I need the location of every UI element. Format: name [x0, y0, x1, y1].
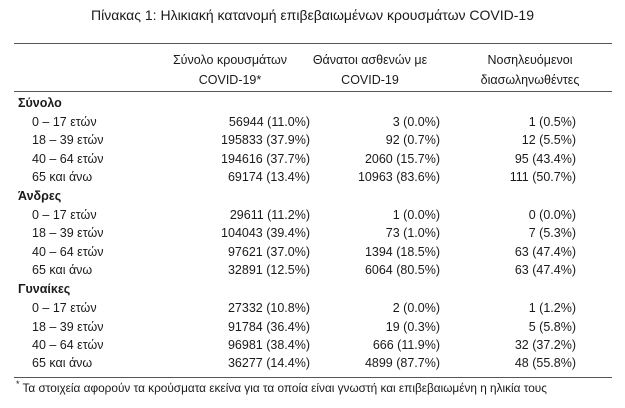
cases-cell: 29611 (11.2%) — [229, 208, 310, 223]
age-cell: 40 – 64 ετών — [32, 151, 104, 166]
deaths-cell: 3 (0.0%) — [392, 115, 440, 129]
table-row — [14, 336, 612, 354]
top-rule — [14, 43, 612, 44]
cases-cell: 91784 (36.4%) — [227, 319, 310, 334]
table-row — [14, 243, 612, 261]
deaths-cell: 6064 (80.5%) — [364, 263, 440, 278]
header-deaths-line2: COVID-19 — [341, 73, 399, 87]
icu-cell: 63 (47.4%) — [514, 263, 576, 278]
group-row — [14, 186, 612, 206]
cases-cell: 56944 (11.0%) — [228, 115, 310, 129]
group-label: Γυναίκες — [18, 282, 71, 297]
deaths-cell: 2060 (15.7%) — [364, 151, 440, 166]
deaths-cell: 666 (11.9%) — [372, 337, 440, 352]
cases-cell: 69174 (13.4%) — [227, 169, 310, 184]
table-row — [14, 113, 612, 131]
age-cell: 0 – 17 ετών — [32, 208, 97, 223]
deaths-cell: 4899 (87.7%) — [364, 356, 440, 371]
cases-cell: 194616 (37.7%) — [221, 151, 310, 166]
age-cell: 40 – 64 ετών — [32, 244, 104, 259]
header-cases-line1: Σύνολο κρουσμάτων — [172, 53, 288, 67]
cases-cell: 195833 (37.9%) — [221, 133, 310, 148]
bottom-rule — [14, 377, 612, 378]
header-cases — [160, 50, 300, 90]
table-row — [14, 131, 612, 149]
icu-cell: 1 (1.2%) — [528, 301, 576, 316]
table-title: Πίνακας 1: Ηλικιακή κατανομή επιβεβαιωμένων κρουσμάτων COVID-19 — [91, 7, 534, 23]
group-label: Σύνολο — [18, 95, 62, 110]
table-row — [14, 224, 612, 242]
group-row — [14, 279, 612, 299]
header-rule — [14, 91, 612, 92]
icu-cell: 7 (5.3%) — [528, 226, 576, 241]
header-deaths-line1: Θάνατοι ασθενών με — [312, 53, 428, 67]
cases-cell: 104043 (39.4%) — [221, 226, 310, 241]
header-deaths — [300, 50, 440, 90]
group-label: Άνδρες — [18, 189, 62, 204]
age-cell: 18 – 39 ετών — [32, 319, 104, 334]
cases-cell: 32891 (12.5%) — [227, 263, 310, 278]
icu-cell: 32 (37.2%) — [514, 337, 576, 352]
age-cell: 65 και άνω — [32, 356, 93, 371]
age-cell: 0 – 17 ετών — [32, 301, 97, 316]
age-cell: 0 – 17 ετών — [32, 115, 97, 129]
table-row — [14, 299, 612, 317]
table-body — [14, 93, 612, 373]
header-icu-line1: Νοσηλευόμενοι — [487, 53, 573, 67]
deaths-cell: 92 (0.7%) — [385, 133, 440, 148]
icu-cell: 63 (47.4%) — [514, 244, 576, 259]
header-icu — [460, 50, 600, 90]
deaths-cell: 2 (0.0%) — [392, 301, 440, 316]
footnote — [16, 381, 547, 395]
icu-cell: 95 (43.4%) — [514, 151, 576, 166]
cases-cell: 96981 (38.4%) — [227, 337, 310, 352]
deaths-cell: 10963 (83.6%) — [357, 169, 440, 184]
header-icu-line2: διασωληνωθέντες — [480, 73, 580, 87]
icu-cell: 111 (50.7%) — [509, 169, 576, 184]
age-cell: 65 και άνω — [32, 263, 93, 278]
age-cell: 65 και άνω — [32, 169, 93, 184]
icu-cell: 12 (5.5%) — [521, 133, 576, 148]
cases-cell: 36277 (14.4%) — [227, 356, 310, 371]
cases-table — [14, 93, 612, 373]
table-row — [14, 150, 612, 168]
table-row — [14, 261, 612, 279]
deaths-cell: 73 (1.0%) — [385, 226, 440, 241]
age-cell: 18 – 39 ετών — [32, 226, 104, 241]
icu-cell: 5 (5.8%) — [528, 319, 576, 334]
deaths-cell: 19 (0.3%) — [385, 319, 440, 334]
deaths-cell: 1394 (18.5%) — [364, 244, 440, 259]
group-row — [14, 93, 612, 113]
cases-cell: 97621 (37.0%) — [227, 244, 310, 259]
table-row — [14, 318, 612, 336]
header-cases-line2: COVID-19* — [198, 73, 262, 87]
footnote-text: Τα στοιχεία αφορούν τα κρούσματα εκείνα για τα οποία είναι γνωστή και επιβεβαιωμένη η ηλικία τους — [22, 381, 547, 395]
table-row — [14, 354, 612, 372]
age-cell: 40 – 64 ετών — [32, 337, 104, 352]
age-cell: 18 – 39 ετών — [32, 133, 104, 148]
table-row — [14, 168, 612, 186]
table-row — [14, 206, 612, 224]
deaths-cell: 1 (0.0%) — [392, 208, 440, 223]
icu-cell: 1 (0.5%) — [528, 115, 576, 129]
footnote-mark: * — [16, 379, 20, 389]
icu-cell: 48 (55.8%) — [514, 356, 576, 371]
cases-cell: 27332 (10.8%) — [227, 301, 310, 316]
icu-cell: 0 (0.0%) — [528, 208, 576, 223]
